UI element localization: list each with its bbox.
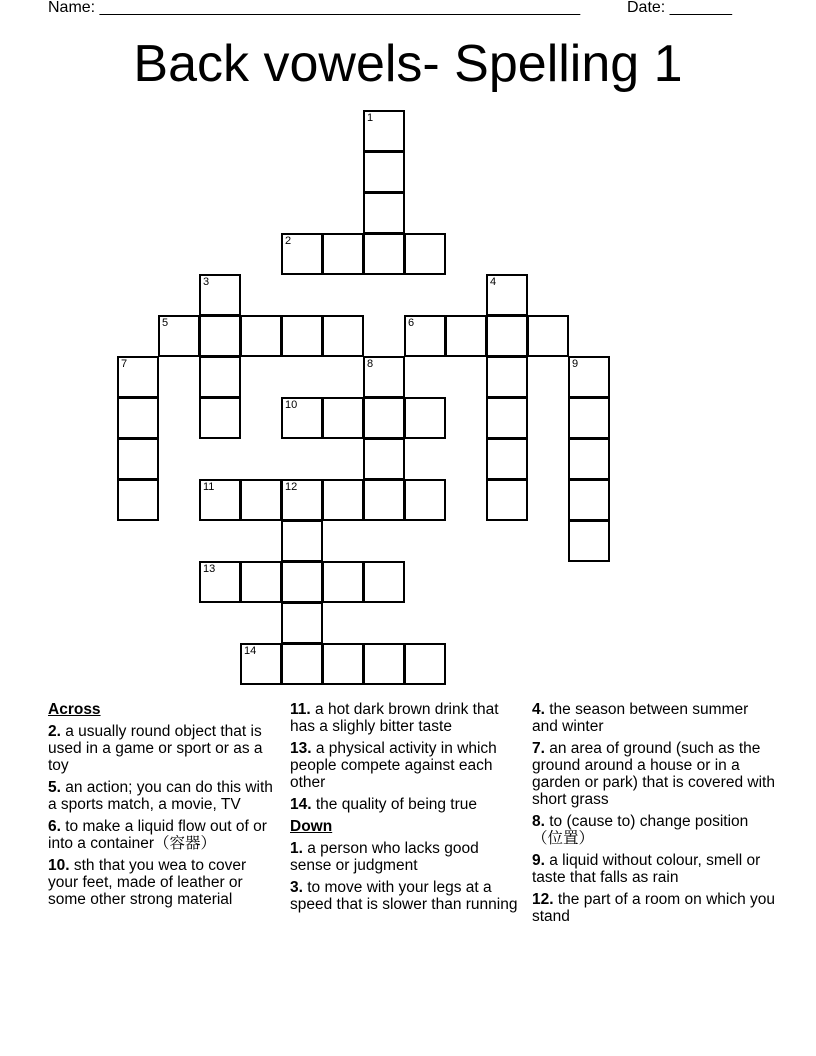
clue-number-label: 10 — [285, 399, 298, 411]
grid-cell[interactable] — [486, 438, 528, 480]
clue-number-label: 11 — [203, 481, 215, 493]
clue-number: 8. — [532, 813, 545, 830]
grid-cell[interactable] — [322, 643, 364, 685]
clue-text: the quality of being true — [315, 796, 478, 813]
clue-column-2 — [290, 701, 522, 918]
grid-cell[interactable] — [199, 397, 241, 439]
grid-cell[interactable] — [199, 356, 241, 398]
grid-cell-4[interactable] — [486, 274, 528, 316]
grid-cell[interactable] — [117, 479, 159, 521]
across-clue — [290, 740, 522, 791]
across-clue — [48, 779, 273, 813]
across-clue — [290, 701, 522, 735]
down-clue — [532, 852, 777, 886]
date-field[interactable]: Date: _______ — [627, 0, 732, 16]
clue-number: 9. — [532, 852, 545, 869]
grid-cell[interactable] — [404, 397, 446, 439]
clue-number-label: 14 — [244, 645, 257, 657]
clue-text: to make a liquid flow out of or into a container（容器） — [48, 818, 267, 852]
clue-column-3 — [532, 701, 777, 930]
clue-number-label: 6 — [408, 317, 415, 329]
grid-cell-6[interactable] — [404, 315, 446, 357]
clue-number: 13. — [290, 740, 312, 757]
grid-cell[interactable] — [363, 192, 405, 234]
clue-number: 12. — [532, 891, 554, 908]
clue-number: 14. — [290, 796, 312, 813]
clue-number-label: 3 — [203, 276, 210, 288]
grid-cell-9[interactable] — [568, 356, 610, 398]
down-clue — [290, 879, 522, 913]
clue-number: 11. — [290, 701, 311, 718]
clue-text: a usually round object that is used in a game or sport or as a toy — [48, 723, 263, 774]
clue-number: 1. — [290, 840, 303, 857]
grid-cell[interactable] — [117, 397, 159, 439]
grid-cell[interactable] — [486, 479, 528, 521]
grid-cell[interactable] — [322, 479, 364, 521]
clue-text: to move with your legs at a speed that is slower than running — [290, 879, 518, 913]
grid-cell[interactable] — [486, 397, 528, 439]
grid-cell[interactable] — [363, 479, 405, 521]
clue-number-label: 7 — [121, 358, 128, 370]
clue-number: 5. — [48, 779, 61, 796]
down-clue — [532, 891, 777, 925]
grid-cell-5[interactable] — [158, 315, 200, 357]
across-clue — [290, 796, 522, 813]
grid-cell[interactable] — [240, 315, 282, 357]
grid-cell[interactable] — [240, 561, 282, 603]
clue-number: 7. — [532, 740, 545, 757]
grid-cell-1[interactable] — [363, 110, 405, 152]
clue-number-label: 5 — [162, 317, 169, 329]
clue-number: 6. — [48, 818, 61, 835]
clue-text: an action; you can do this with a sports match, a movie, TV — [48, 779, 273, 813]
clue-text: a physical activity in which people compete against each other — [290, 740, 497, 791]
down-clue — [532, 813, 777, 847]
clue-number: 2. — [48, 723, 61, 740]
across-clue — [48, 818, 273, 852]
grid-cell[interactable] — [322, 561, 364, 603]
grid-cell[interactable] — [445, 315, 487, 357]
grid-cell-13[interactable] — [199, 561, 241, 603]
clue-text: a liquid without colour, smell or taste that falls as rain — [532, 852, 761, 886]
clue-text: to (cause to) change position（位置） — [532, 813, 749, 847]
grid-cell[interactable] — [199, 315, 241, 357]
grid-cell[interactable] — [404, 479, 446, 521]
clue-number: 3. — [290, 879, 303, 896]
clue-text: a person who lacks good sense or judgment — [290, 840, 479, 874]
grid-cell-14[interactable] — [240, 643, 282, 685]
grid-cell[interactable] — [281, 315, 323, 357]
clue-text: the part of a room on which you stand — [532, 891, 775, 925]
page-title: Back vowels- Spelling 1 — [133, 35, 683, 93]
across-heading: Across — [48, 701, 101, 718]
down-clue — [290, 840, 522, 874]
clue-number-label: 9 — [572, 358, 579, 370]
clue-number-label: 4 — [490, 276, 497, 288]
clue-number-label: 2 — [285, 235, 292, 247]
grid-cell-12[interactable] — [281, 479, 323, 521]
grid-cell-11[interactable] — [199, 479, 241, 521]
grid-cell[interactable] — [486, 315, 528, 357]
grid-cell[interactable] — [322, 233, 364, 275]
clue-number-label: 8 — [367, 358, 374, 370]
grid-cell[interactable] — [281, 602, 323, 644]
clue-text: sth that you wea to cover your feet, made of leather or some other strong material — [48, 857, 247, 908]
grid-cell[interactable] — [322, 315, 364, 357]
clue-number: 10. — [48, 857, 70, 874]
down-clue — [532, 701, 777, 735]
grid-cell[interactable] — [117, 438, 159, 480]
across-clue — [48, 857, 273, 908]
grid-cell[interactable] — [404, 643, 446, 685]
grid-cell[interactable] — [363, 561, 405, 603]
grid-cell[interactable] — [363, 643, 405, 685]
clue-number-label: 1 — [367, 112, 374, 124]
grid-cell[interactable] — [281, 643, 323, 685]
grid-cell[interactable] — [568, 479, 610, 521]
grid-cell-8[interactable] — [363, 356, 405, 398]
clue-number-label: 13 — [203, 563, 216, 575]
grid-cell-10[interactable] — [281, 397, 323, 439]
grid-cell[interactable] — [568, 438, 610, 480]
grid-cell[interactable] — [363, 438, 405, 480]
down-heading: Down — [290, 818, 333, 835]
grid-cell[interactable] — [240, 479, 282, 521]
clue-number: 4. — [532, 701, 545, 718]
grid-cell[interactable] — [281, 561, 323, 603]
across-clue — [48, 723, 273, 774]
grid-cell-2[interactable] — [281, 233, 323, 275]
grid-cell[interactable] — [322, 397, 364, 439]
name-field[interactable]: Name: ______________________________________________________ — [48, 0, 581, 16]
clue-column-1 — [48, 701, 273, 913]
grid-cell-7[interactable] — [117, 356, 159, 398]
clue-text: a hot dark brown drink that has a slighly bitter taste — [290, 701, 499, 735]
clue-text: the season between summer and winter — [532, 701, 749, 735]
grid-cell[interactable] — [404, 233, 446, 275]
grid-cell[interactable] — [568, 397, 610, 439]
grid-cell[interactable] — [363, 397, 405, 439]
down-clue — [532, 740, 777, 808]
grid-cell[interactable] — [527, 315, 569, 357]
grid-cell-3[interactable] — [199, 274, 241, 316]
clue-text: an area of ground (such as the ground around a house or in a garden or park) that is covered with short grass — [532, 740, 775, 808]
grid-cell[interactable] — [486, 356, 528, 398]
grid-cell[interactable] — [363, 233, 405, 275]
grid-cell[interactable] — [363, 151, 405, 193]
grid-cell[interactable] — [281, 520, 323, 562]
grid-cell[interactable] — [568, 520, 610, 562]
clue-number-label: 12 — [285, 481, 298, 493]
